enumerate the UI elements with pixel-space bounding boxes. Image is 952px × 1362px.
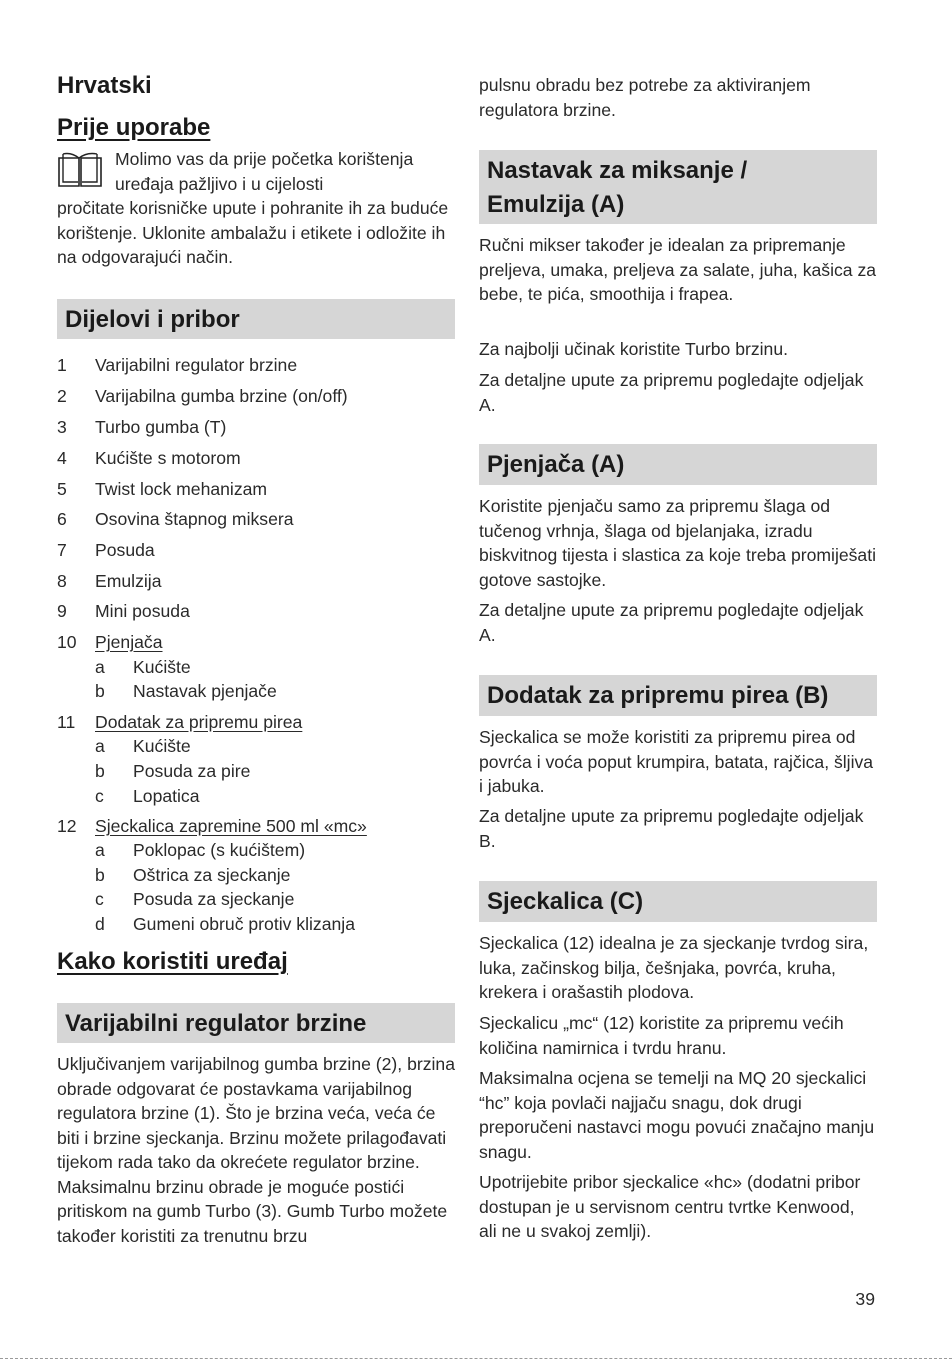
page-number: 39 bbox=[855, 1289, 875, 1309]
puree-p2: Za detaljne upute za pripremu pogledajte odjeljak B. bbox=[479, 806, 864, 851]
puree-p1: Sjeckalica se može koristiti za pripremu pirea od povrća i voća poput krumpira, batata, rajčica, šljiva i jabuka. bbox=[479, 727, 874, 796]
bottom-dotted-rule bbox=[0, 1358, 952, 1359]
how-to-heading: Kako koristiti uređaj bbox=[57, 948, 288, 975]
whisk-p1: Koristite pjenjaču samo za pripremu šlaga od tučenog vrhnja, šlaga od bjelanjaka, izradu biskvitnog tijesta i slastica za koje treba promiješati gotove sastojke. bbox=[479, 496, 877, 590]
mixing-p1: Ručni mikser također je idealan za pripremanje preljeva, umaka, preljeva za salate, juha, kašica za bebe, te pića, smoothija i frapea. bbox=[479, 235, 877, 304]
whisk-p2: Za detaljne upute za pripremu pogledajte odjeljak A. bbox=[479, 600, 864, 645]
chopper-p2: Sjeckalicu „mc“ (12) koristite za pripremu većih količina namirnica i tvrdu hranu. bbox=[479, 1013, 844, 1058]
chopper-p1: Sjeckalica (12) idealna je za sjeckanje tvrdog sira, luka, začinskog bilja, češnjaka, povrća, kruha, krekera i orašastih plodova. bbox=[479, 933, 869, 1002]
mixing-heading-line1: Nastavak za miksanje / bbox=[487, 157, 748, 184]
parts-heading: Dijelovi i pribor bbox=[57, 299, 455, 339]
speed-text: Uključivanjem varijabilnog gumba brzine (2), brzina obrade odgovarat će postavkama varijabilnog regulatora brzine (1). Što je brzina veća, veća će biti i brzine sjeckanja. Brzinu možete prilagođavati tijekom rada tako da okrećete regulator brzine. Maksimalnu brzinu obrade je moguće postići pritiskom na gumb Turbo (3). Gumb Turbo možete također koristiti za trenutnu brzu bbox=[57, 1054, 455, 1246]
speed-text-continued: pulsnu obradu bez potrebe za aktiviranjem regulatora brzine. bbox=[479, 75, 811, 120]
chopper-heading: Sjeckalica (C) bbox=[479, 881, 877, 922]
puree-heading: Dodatak za pripremu pirea (B) bbox=[479, 675, 877, 716]
mixing-p2: Za najbolji učinak koristite Turbo brzinu. bbox=[479, 339, 789, 359]
intro-first-lines: Molimo vas da prije početka korištenja uređaja pažljivo i u cijelosti bbox=[115, 149, 414, 194]
before-use-heading: Prije uporabe bbox=[57, 114, 211, 141]
mixing-heading bbox=[479, 150, 877, 224]
whisk-heading: Pjenjača (A) bbox=[479, 444, 877, 485]
mixing-heading-line2: Emulzija (A) bbox=[487, 191, 625, 218]
speed-heading: Varijabilni regulator brzine bbox=[57, 1003, 455, 1043]
mixing-p3: Za detaljne upute za pripremu pogledajte odjeljak A. bbox=[479, 370, 864, 415]
language-title: Hrvatski bbox=[57, 72, 152, 99]
chopper-p3: Maksimalna ocjena se temelji na MQ 20 sjeckalici “hc” koja povlači najjaču snagu, dok drugi preporučeni nastavci mogu povući značajno manju snagu. bbox=[479, 1068, 875, 1162]
book-icon bbox=[57, 152, 103, 188]
intro-rest: pročitate korisničke upute i pohranite ih za buduće korištenje. Uklonite ambalažu i etikete i odložite ih na odgovarajući način. bbox=[57, 198, 449, 267]
chopper-p4: Upotrijebite pribor sjeckalice «hc» (dodatni pribor dostupan je u servisnom centru tvrtke Kenwood, ali ne u svakoj zemlji). bbox=[479, 1172, 861, 1241]
